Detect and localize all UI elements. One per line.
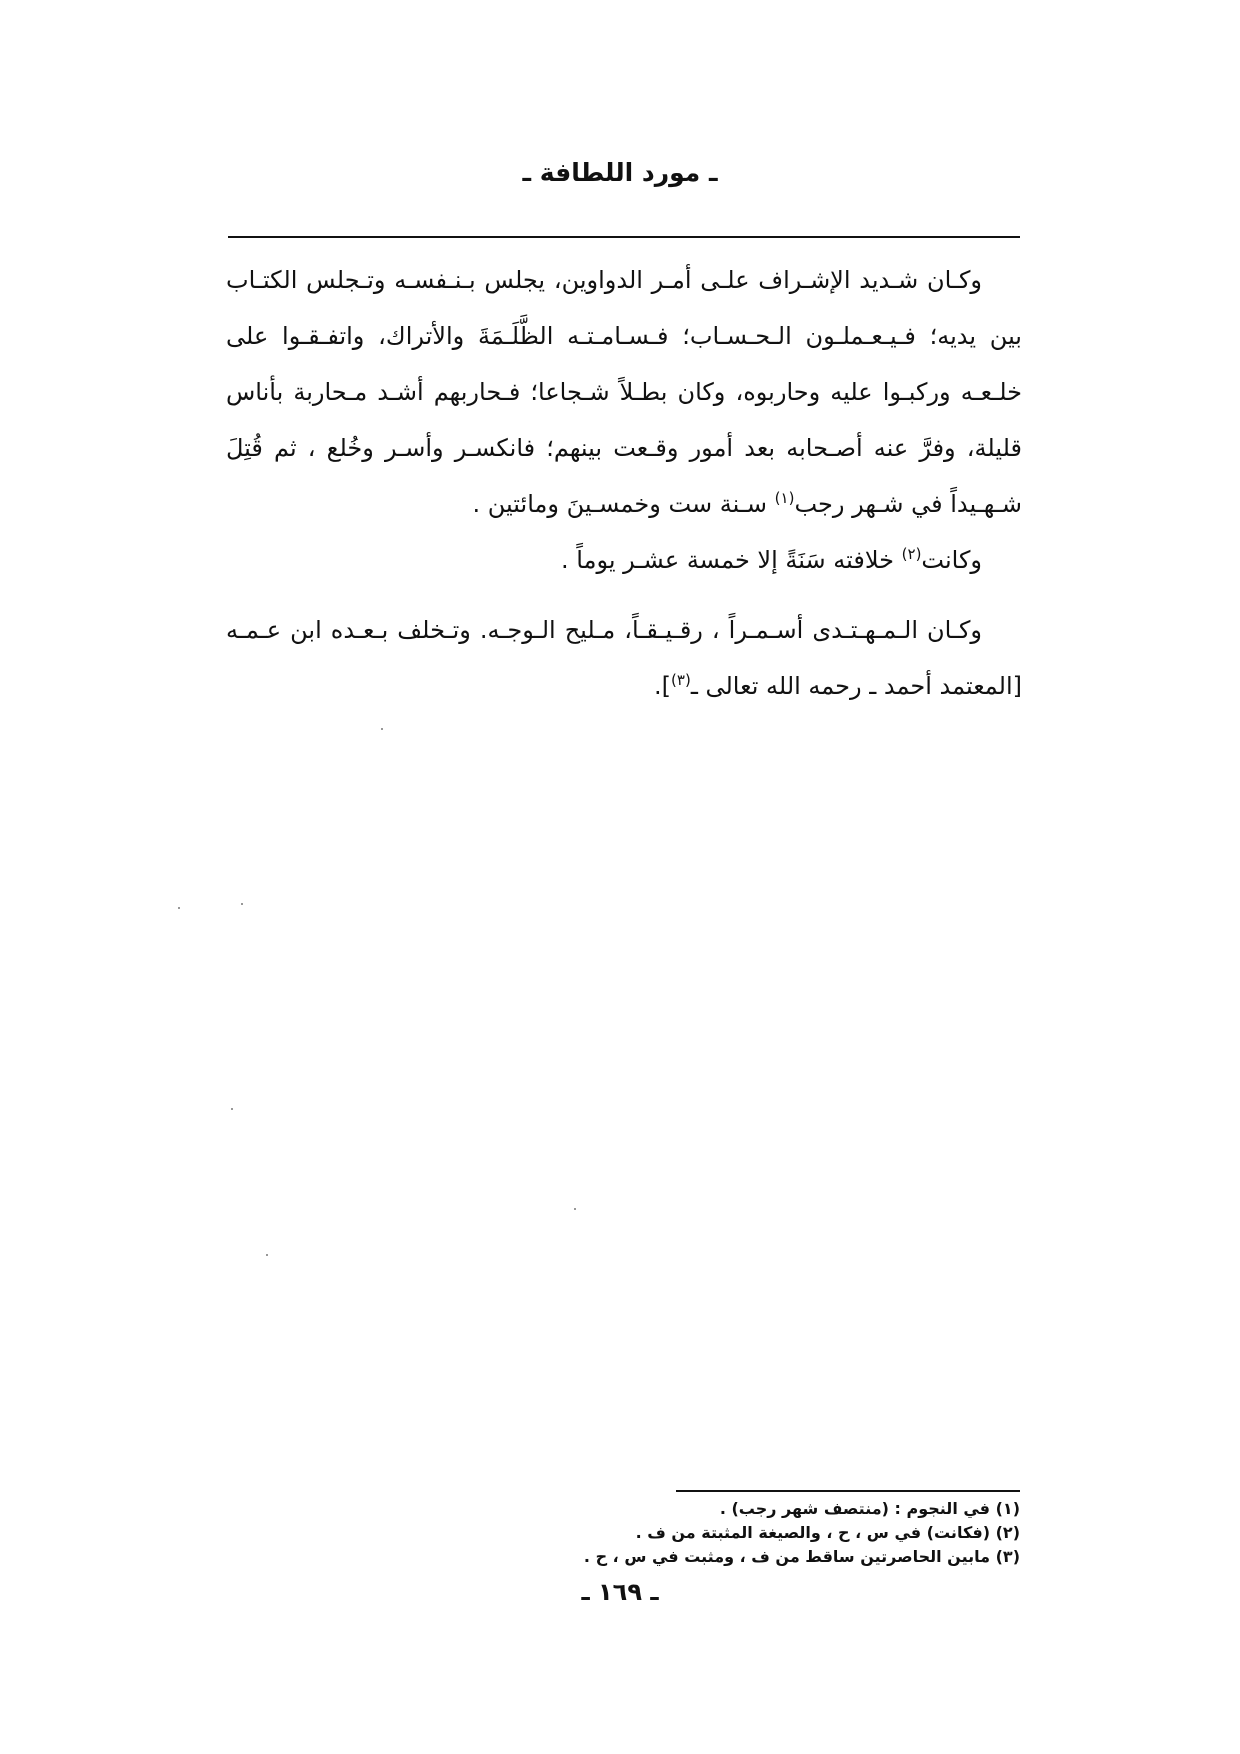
paragraph-text: وكـان شـديد الإشـراف علـى أمـر الدواوين، يجلس بـنـفسـه وتـجلس الكتـاب بين يديه؛ فـيـعـملـون الـحـسـاب؛ فـسـامـتـه الظَّلَـمَةَ والأتراك، واتفـقـوا على خلـعـه وركبـوا عليه وحاربوه، وكان بطـلاً شـجاعا؛ فـحاربهم أشـد مـحاربة بأناس قليلة، وفرَّ عنه أصـحابه بعد أمور وقـعت بينهم؛ فانكسـر وأسـر وخُلع ، ثم قُتِلَ شـهـيداً في شـهر رجب bbox=[226, 266, 1022, 518]
footnote: (٢) (فكانت) في س ، ح ، والصيغة المثبتة من ف . bbox=[635, 1523, 1020, 1542]
footnote-reference: (١) bbox=[774, 489, 795, 507]
paragraph-text: وكانت bbox=[921, 546, 982, 574]
paragraph-text: وكـان الـمـهـتـدى أسـمـراً ، رقـيـقـاً، مـليح الـوجـه. وتـخلف بـعـده ابن عـمـه [المعتمد أحمد ـ رحمه الله تعالى ـ bbox=[226, 616, 1022, 700]
footnote: (١) في النجوم : (منتصف شهر رجب) . bbox=[719, 1499, 1020, 1518]
paragraph bbox=[226, 602, 1022, 714]
paragraph bbox=[226, 532, 1022, 588]
footnote-reference: (٣) bbox=[671, 671, 691, 689]
footnotes bbox=[540, 1497, 1020, 1569]
footnote: (٣) مابين الحاصرتين ساقط من ف ، ومثبت في س ، ح . bbox=[583, 1547, 1020, 1566]
running-header: ـ مورد اللطافة ـ bbox=[522, 158, 718, 187]
paragraph bbox=[226, 252, 1022, 532]
footnote-reference: (٢) bbox=[901, 545, 922, 563]
paragraph-text: ]. bbox=[654, 672, 672, 700]
paragraph-text: سـنة ست وخمسـينَ ومائتين . bbox=[472, 490, 775, 518]
footnote-rule bbox=[676, 1490, 1020, 1492]
main-text bbox=[226, 252, 1022, 714]
page-number: ـ ١٦٩ ـ bbox=[581, 1578, 659, 1606]
header-rule bbox=[228, 236, 1020, 238]
paragraph-text: خلافته سَنَةً إلا خمسة عشـر يوماً . bbox=[561, 546, 902, 574]
